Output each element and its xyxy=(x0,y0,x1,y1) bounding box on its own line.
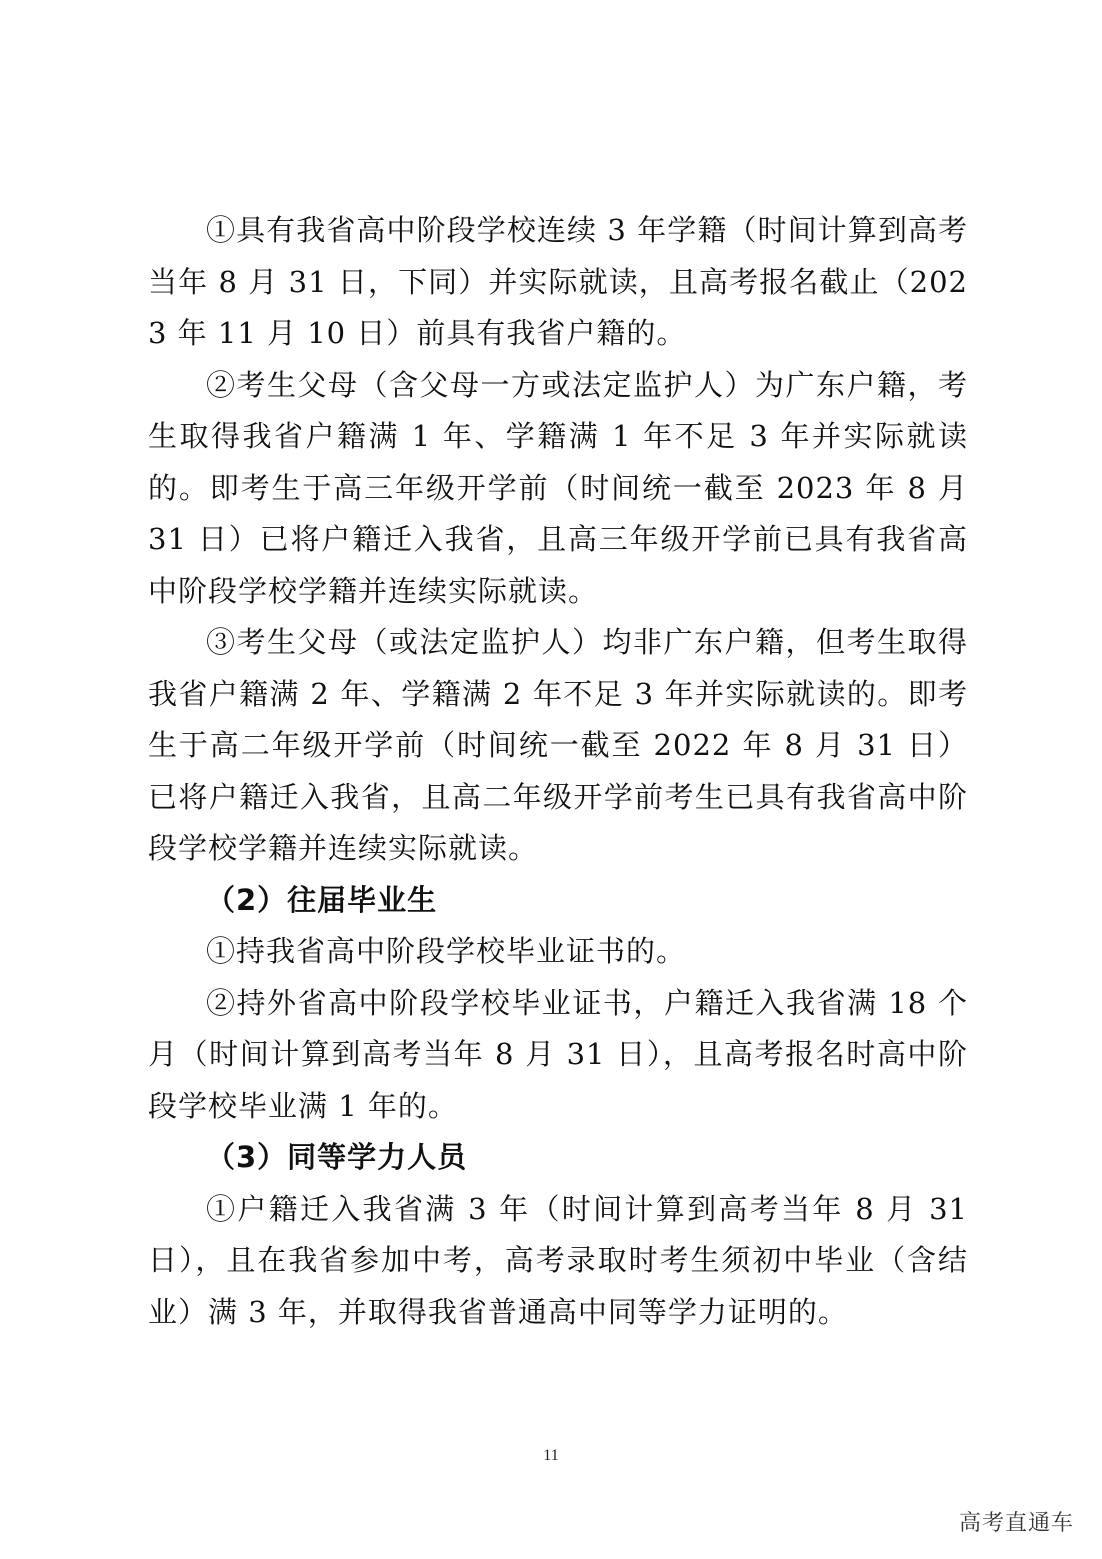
document-body xyxy=(148,205,968,1338)
section-heading-equivalent: （3）同等学力人员 xyxy=(206,1140,468,1174)
page-number: 11 xyxy=(543,1447,559,1464)
section-heading-past-graduates: （2）往届毕业生 xyxy=(206,882,438,917)
paragraph-equivalent-1: ①户籍迁入我省满 3 年（时间计算到高考当年 8 月 31 日），且在我省参加中考，高考录取时考生须初中毕业（含结业）满 3 年，并取得我省普通高中同等学力证明的。 xyxy=(148,1191,968,1329)
watermark-text: 高考直通车 xyxy=(958,1511,1074,1536)
paragraph-clause-3: ③考生父母（或法定监护人）均非广东户籍，但考生取得我省户籍满 2 年、学籍满 2 年不足 3 年并实际就读的。即考生于高二年级开学前（时间统一截至 2022 年 8 月 31 日）已将户籍迁入我省，且高二年级开学前考生已具有我省高中阶段学校学籍并连续实际就读。 xyxy=(148,625,968,865)
paragraph-past-graduates-1: ①持我省高中阶段学校毕业证书的。 xyxy=(206,934,687,968)
paragraph-clause-2: ②考生父母（含父母一方或法定监护人）为广东户籍，考生取得我省户籍满 1 年、学籍满 1 年不足 3 年并实际就读的。即考生于高三年级开学前（时间统一截至 2023 年 8 月 31 日）已将户籍迁入我省，且高三年级开学前已具有我省高中阶段学校学籍并连续实际就读。 xyxy=(148,367,968,608)
paragraph-past-graduates-2: ②持外省高中阶段学校毕业证书，户籍迁入我省满 18 个月（时间计算到高考当年 8 月 31 日），且高考报名时高中阶段学校毕业满 1 年的。 xyxy=(148,985,968,1123)
paragraph-clause-1: ①具有我省高中阶段学校连续 3 年学籍（时间计算到高考当年 8 月 31 日，下同）并实际就读，且高考报名截止（2023 年 11 月 10 日）前具有我省户籍的。 xyxy=(148,213,968,350)
